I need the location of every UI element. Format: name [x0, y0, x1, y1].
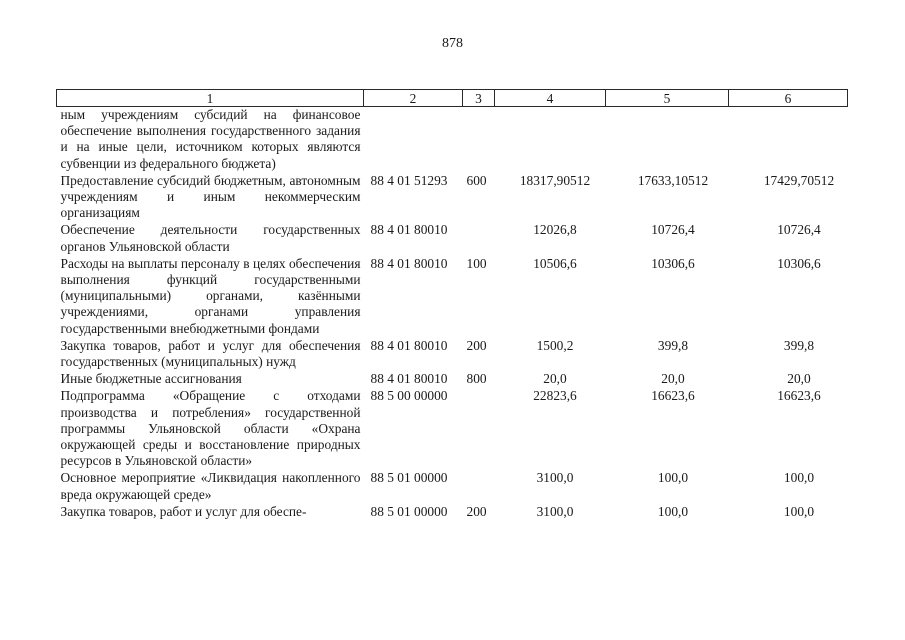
row-target-code: 88 5 00 00000: [370, 388, 448, 404]
row-amount-col6: 10306,6: [777, 255, 821, 271]
page-number: 878: [442, 36, 463, 51]
row-description: Закупка товаров, работ и услуг для обеспе-: [60, 503, 307, 519]
table-body: [57, 107, 848, 521]
column-header-6: 6: [729, 90, 848, 107]
row-amount-col4: 22823,6: [533, 388, 577, 404]
column-header-5: 5: [606, 90, 729, 107]
table-row: [57, 503, 848, 520]
table-row: [57, 469, 848, 502]
row-description: ным учреждениям субсидий на финансовое обеспечение выполнения государственного задания и на иные цели, источником которых являются субвенции из федерального бюджета): [60, 107, 361, 171]
row-amount-col5: 100,0: [657, 503, 689, 519]
row-amount-col4: 1500,2: [536, 337, 574, 353]
row-amount-col6: 399,8: [783, 337, 815, 353]
table-row: [57, 387, 848, 469]
row-expense-type: 200: [466, 337, 487, 353]
table-row: [57, 221, 848, 254]
row-target-code: 88 5 01 00000: [370, 503, 448, 519]
row-amount-col4: 10506,6: [533, 255, 577, 271]
row-target-code: 88 4 01 80010: [370, 371, 448, 387]
row-description: Закупка товаров, работ и услуг для обеспечения государственных (муниципальных) нужд: [60, 337, 361, 370]
row-description: Обеспечение деятельности государственных органов Ульяновской области: [60, 222, 361, 254]
row-amount-col6: [729, 107, 848, 172]
row-amount-col5: 17633,10512: [637, 172, 709, 188]
column-header-4: 4: [495, 90, 606, 107]
row-expense-type: 600: [466, 172, 487, 188]
table-row: [57, 107, 848, 172]
row-expense-type: 800: [466, 371, 487, 387]
column-header-3: 3: [463, 90, 495, 107]
row-amount-col5: 20,0: [661, 371, 685, 387]
column-header-1: 1: [57, 90, 364, 107]
row-amount-col6: 100,0: [783, 470, 815, 486]
row-expense-type: [463, 221, 495, 254]
table-row: [57, 370, 848, 387]
row-description: Предоставление субсидий бюджетным, автономным учреждениям и иным некоммерческим организациям: [60, 172, 361, 221]
row-target-code: 88 4 01 80010: [370, 337, 448, 353]
row-target-code: [364, 107, 463, 172]
row-expense-type: [463, 387, 495, 469]
row-amount-col6: 16623,6: [777, 388, 821, 404]
table-row: [57, 172, 848, 222]
row-amount-col4: 3100,0: [536, 503, 574, 519]
row-target-code: 88 4 01 80010: [370, 222, 448, 238]
row-description: Основное мероприятие «Ликвидация накопленного вреда окружающей среде»: [60, 470, 361, 502]
row-amount-col4: 3100,0: [536, 470, 574, 486]
row-description: Подпрограмма «Обращение с отходами производства и потребления» государственной программы Ульяновской области «Охрана окружающей среды и восстановление природных ресурсов в Ульяновской области»: [60, 388, 361, 469]
row-amount-col4: 18317,90512: [519, 172, 591, 188]
row-amount-col4: 12026,8: [533, 222, 577, 238]
row-description: Иные бюджетные ассигнования: [60, 371, 242, 387]
budget-table: [56, 89, 848, 520]
row-amount-col5: 16623,6: [651, 388, 695, 404]
row-target-code: 88 5 01 00000: [370, 470, 448, 486]
row-amount-col5: 10726,4: [651, 222, 695, 238]
row-amount-col4: [495, 107, 606, 172]
row-expense-type: 100: [466, 255, 487, 271]
row-amount-col5: 10306,6: [651, 255, 695, 271]
row-description: Расходы на выплаты персоналу в целях обеспечения выполнения функций государственными (муниципальными) органами, казёнными учреждениями, органами управления государственными внебюджетными фондами: [60, 255, 361, 336]
table-row: [57, 337, 848, 370]
table-row: [57, 255, 848, 337]
row-amount-col5: 100,0: [657, 470, 689, 486]
row-expense-type: [463, 469, 495, 502]
row-amount-col5: [606, 107, 729, 172]
row-expense-type: 200: [466, 503, 487, 519]
column-header-2: 2: [364, 90, 463, 107]
row-amount-col6: 20,0: [787, 371, 811, 387]
row-expense-type: [463, 107, 495, 172]
row-amount-col6: 17429,70512: [763, 172, 835, 188]
row-target-code: 88 4 01 80010: [370, 255, 448, 271]
row-amount-col5: 399,8: [657, 337, 689, 353]
row-amount-col4: 20,0: [543, 371, 567, 387]
row-target-code: 88 4 01 51293: [370, 172, 448, 188]
row-amount-col6: 10726,4: [777, 222, 821, 238]
row-amount-col6: 100,0: [783, 503, 815, 519]
table-header-row: [57, 90, 848, 107]
